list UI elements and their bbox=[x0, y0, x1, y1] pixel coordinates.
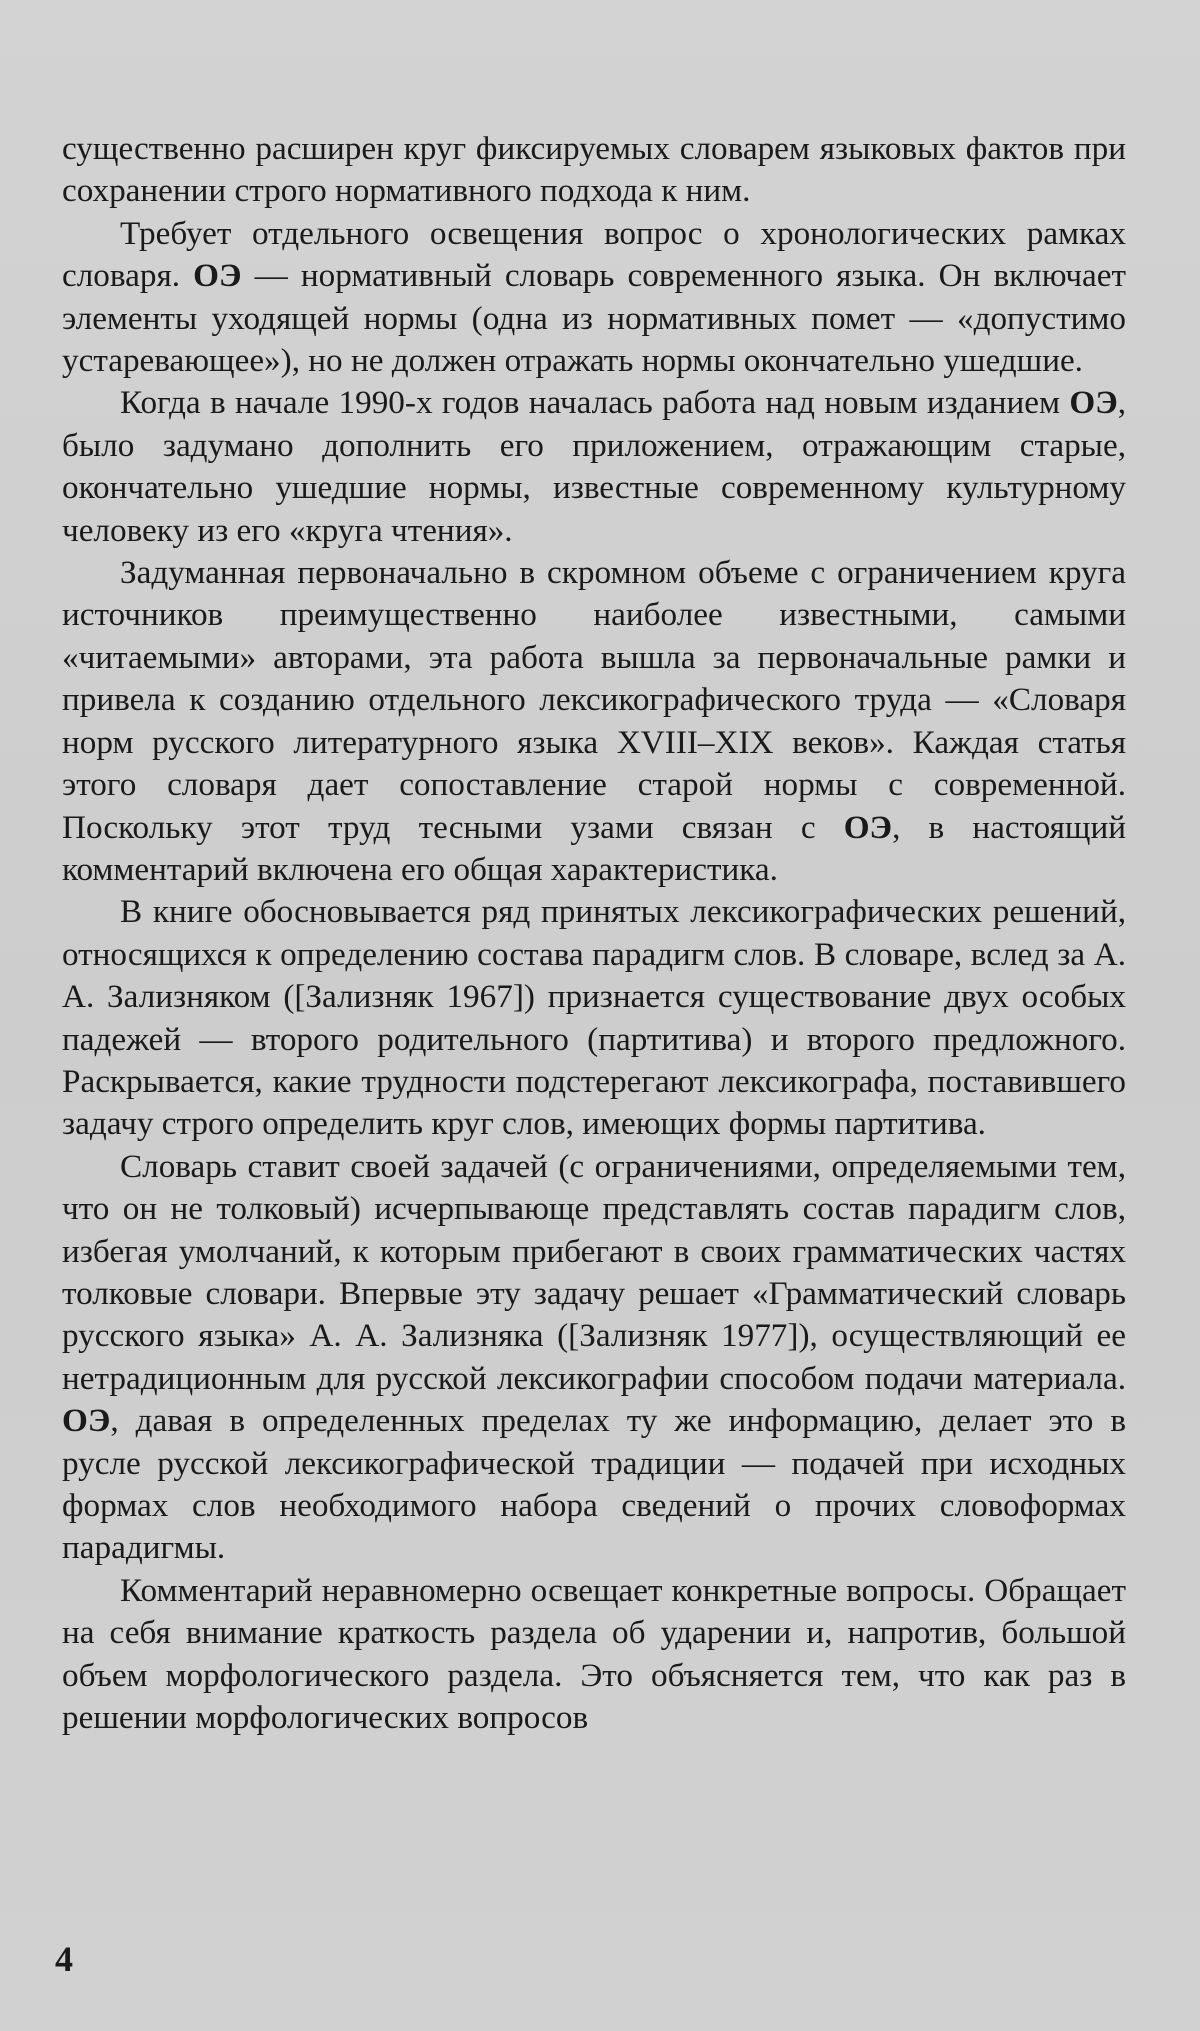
bold-term: ОЭ bbox=[843, 808, 893, 846]
page-number: 4 bbox=[55, 1939, 73, 1979]
paragraph bbox=[62, 1570, 1126, 1740]
text-run: В книге обосновывается ряд принятых лексикографических решений, относящихся к определению состава парадигм слов. В словаре, вслед за А. А. Зализняком ([Зализняк 1967]) признается существование двух особых падежей — второго родительного (партитива) и второго предложного. Раскрывается, какие трудности подстерегают лексикографа, поставившего задачу строго определить круг слов, имеющих формы партитива. bbox=[62, 893, 1126, 1143]
text-run: — нормативный словарь современного языка. Он включает элементы уходящей нормы (одна из нормативных помет — «допустимо устаревающее»), но не должен отражать нормы окончательно ушедшие. bbox=[62, 257, 1126, 380]
text-run: Словарь ставит своей задачей (с ограничениями, определяемыми тем, что он не толковый) исчерпывающе представлять состав парадигм слов, избегая умолчаний, к которым прибегают в своих грамматических частях толковые словари. Впервые эту задачу решает «Грамматический словарь русского языка» А. А. Зализняка ([Зализняк 1977]), осуществляющий ее нетрадиционным для русской лексикографии способом подачи материала. bbox=[62, 1147, 1126, 1397]
bold-term: ОЭ bbox=[193, 257, 242, 295]
text-run: Когда в начале 1990-х годов началась работа над новым изданием bbox=[120, 384, 1070, 422]
text-run: Комментарий неравномерно освещает конкретные вопросы. Обращает на себя внимание краткость раздела об ударении и, напротив, большой объем морфологического раздела. Это объясняется тем, что как раз в решении морфологических вопросов bbox=[62, 1571, 1126, 1737]
paragraph bbox=[62, 1146, 1126, 1570]
paragraph bbox=[62, 382, 1126, 552]
text-run: существенно расширен круг фиксируемых словарем языковых фактов при сохранении строго нормативного подхода к ним. bbox=[62, 130, 1126, 210]
paragraph bbox=[62, 552, 1126, 891]
text-run: , было задумано дополнить его приложением, отражающим старые, окончательно ушедшие нормы, известные современному культурному человеку из его «круга чтения». bbox=[62, 384, 1126, 549]
paragraph bbox=[62, 891, 1126, 1145]
bold-term: ОЭ bbox=[1069, 384, 1118, 422]
bold-term: ОЭ bbox=[62, 1402, 111, 1440]
text-run: , в настоящий комментарий включена его общая характеристика. bbox=[62, 808, 1126, 888]
paragraph bbox=[62, 213, 1126, 383]
text-run: Задуманная первоначально в скромном объеме с ограничением круга источников преимущественно наиболее известными, самыми «читаемыми» авторами, эта работа вышла за первоначальные рамки и привела к созданию отдельного лексикографического труда — «Словаря норм русского литературного языка XVIII–XIX веков». Каждая статья этого словаря дает сопоставление старой нормы с современной. Поскольку этот труд тесными узами связан с bbox=[62, 554, 1126, 846]
text-run: Требует отдельного освещения вопрос о хронологических рамках словаря. bbox=[62, 214, 1126, 295]
paragraph bbox=[62, 128, 1126, 213]
text-run: , давая в определенных пределах ту же информацию, делает это в русле русской лексикографической традиции — подачей при исходных формах слов необходимого набора сведений о прочих словоформах парадигмы. bbox=[62, 1402, 1126, 1567]
body-text bbox=[62, 128, 1126, 1739]
